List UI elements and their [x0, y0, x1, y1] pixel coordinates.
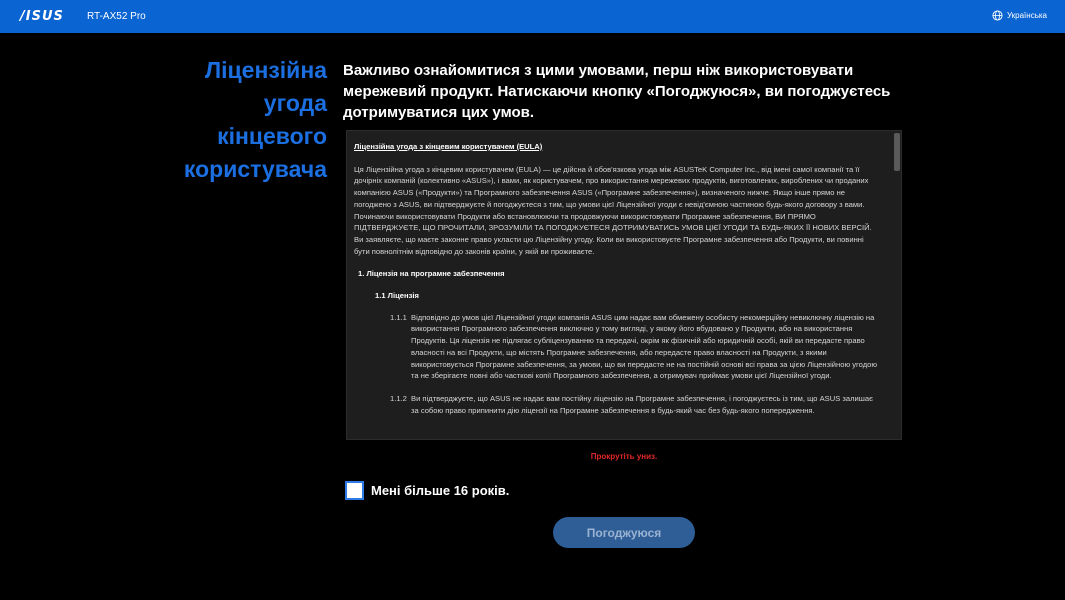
- eula-clause-number: 1.1.1: [390, 312, 407, 322]
- globe-icon: [992, 10, 1003, 21]
- eula-scrollbar-thumb[interactable]: [894, 133, 900, 171]
- page-title-line: угода: [263, 90, 327, 116]
- asus-logo: /ISUS: [20, 9, 64, 24]
- router-model-label: RT-AX52 Pro: [87, 11, 146, 22]
- eula-content: [347, 131, 893, 439]
- eula-scrollbar[interactable]: [894, 132, 900, 438]
- intro-text: Важливо ознайомитися з цими умовами, перш ніж використовувати мережевий продукт. Натискаючи кнопку «Погоджуюся», ви погоджуєтесь дотримуватися цих умов.: [343, 62, 891, 121]
- eula-title: Ліцензійна угода з кінцевим користувачем (EULA): [354, 142, 543, 151]
- eula-subsection-heading: 1.1 Ліцензія: [375, 291, 419, 301]
- eula-scroll-box[interactable]: [346, 130, 902, 440]
- eula-clause-text: Ви підтверджуєте, що ASUS не надає вам постійну ліцензію на Програмне забезпечення, і погоджуєтесь із тим, що ASUS залишає за собою право припинити дію ліцензії на Програмне забезпечення в будь-який час без будь-якого попередження.: [411, 393, 873, 415]
- age-checkbox-label[interactable]: Мені більше 16 років.: [371, 483, 510, 498]
- page-title-line: Ліцензійна: [205, 57, 327, 83]
- page-title-line: кінцевого: [217, 123, 327, 149]
- eula-clause: [354, 312, 879, 382]
- eula-clause-number: 1.1.2: [390, 393, 407, 403]
- eula-paragraph: Ця Ліцензійна угода з кінцевим користувачем (EULA) — це дійсна й обов'язкова угода між ASUSTeK Computer Inc., від імені самої компанії та її дочірніх компаній (колективно «ASUS»), і вами, як користувачем, про використання мережевих продуктів, виготовлених, вироблених чи проданих компанією ASUS («Продукти») та Програмного забезпечення ASUS («Програмне забезпечення»), визначеного нижче. Якщо інше прямо не погоджено з ASUS, ви підтверджуєте й погоджуєтеся з тим, що умови цієї Ліцензійної угоди є невід'ємною частиною будь-якого договору з вами. Починаючи використовувати Продукти або встановлюючи та продовжуючи використовувати Програмне забезпечення, ВИ ПРЯМО ПІДТВЕРДЖУЄТЕ, ЩО ПРОЧИТАЛИ, ЗРОЗУМІЛИ ТА ПОГОДЖУЄТЕСЯ ДОТРИМУВАТИСЬ УМОВ ЦІЄЇ УГОДИ ТА БУДЬ-ЯКИХ ЇЇ НОВИХ ВЕРСІЙ. Ви заявляєте, що маєте законне право укласти цю Ліцензійну угоду. Коли ви використовуєте Програмне забезпечення або Продукти, ви повинні бути повнолітнім відповідно до законів країни, у якій ви проживаєте.: [354, 164, 872, 256]
- scroll-down-hint: Прокрутіть униз.: [590, 452, 658, 461]
- language-label: Українська: [1006, 11, 1047, 20]
- language-selector[interactable]: [992, 10, 1047, 21]
- page-title-line: користувача: [183, 156, 327, 182]
- top-bar: [0, 0, 1065, 33]
- agree-button[interactable]: Погоджуюся: [553, 517, 695, 548]
- eula-clause: [354, 393, 879, 416]
- age-checkbox[interactable]: [345, 481, 364, 500]
- eula-section-heading: 1. Ліцензія на програмне забезпечення: [358, 269, 505, 279]
- age-confirmation[interactable]: [345, 481, 509, 500]
- page-title: [140, 54, 327, 186]
- eula-clause-text: Відповідно до умов цієї Ліцензійної угоди компанія ASUS цим надає вам обмежену особисту некомерційну невиключну ліцензію на використання Програмного забезпечення виключно у тому вигляді, у якому його вбудовано у Продукти, або на використання Продуктів. Ця ліцензія не підлягає субліцензуванню та передачі, окрім як фізичній або юридичній особі, якій ви передасте право власності на всі Продукти, що містять Програмне забезпечення, або передасте право власності на Продукти, з якими використовується Програмне забезпечення, за умови, що ви передасте не на постійній основі всі права за цією Ліцензійною угодою та не зберігаєте повні або часткові копії Програмного забезпечення, а отримувач приймає умови цієї Ліцензійної угоди.: [411, 312, 878, 381]
